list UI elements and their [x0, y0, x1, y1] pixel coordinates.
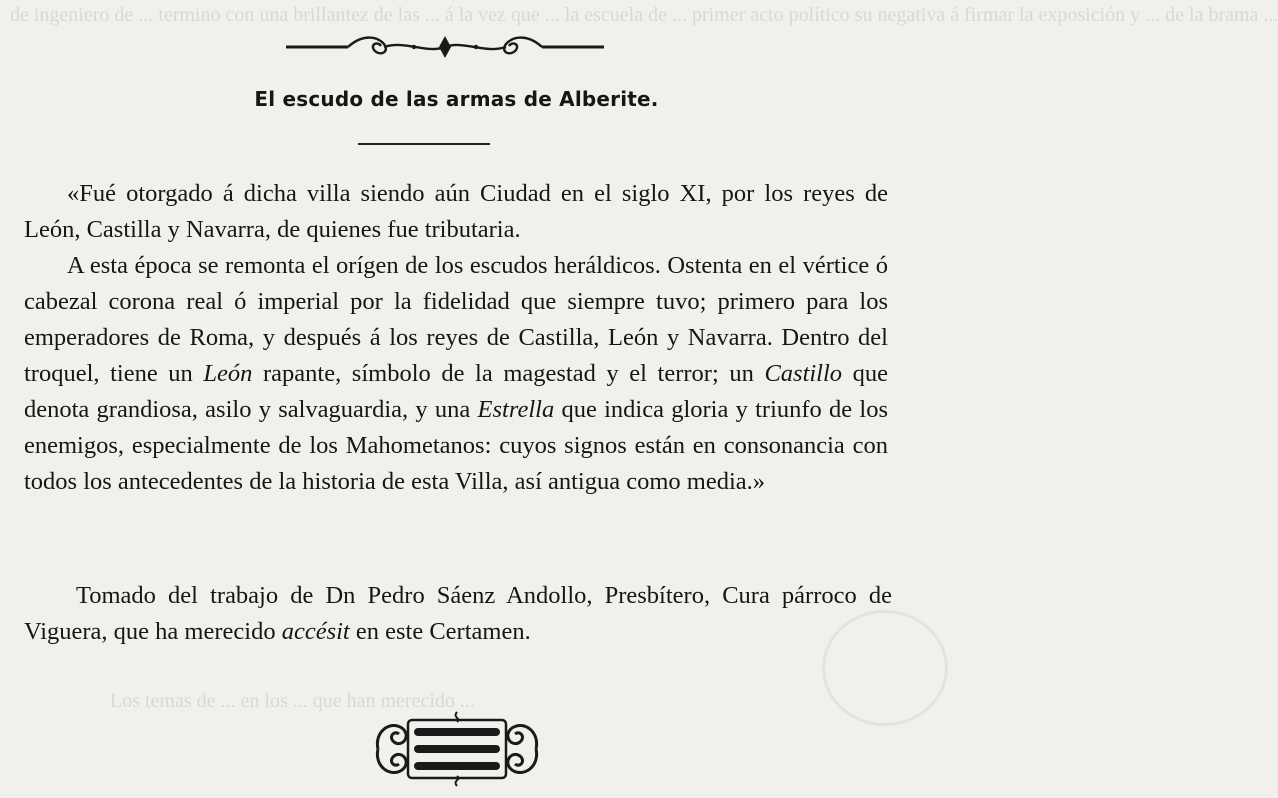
heading-rule — [358, 143, 490, 145]
article-heading: El escudo de las armas de Alberite. — [254, 87, 659, 111]
text-run: que denota grandiosa, asilo y salvaguardia, y una — [24, 360, 889, 423]
source-note-paragraph — [24, 578, 892, 650]
body-paragraph — [24, 248, 888, 500]
italic-term: Castillo — [764, 360, 843, 387]
bleed-through-text-bottom: Los temas de ... en los ... que han merecido ... — [110, 690, 475, 712]
italic-term: León — [203, 360, 253, 387]
bleed-through-text-top: de ingeniero de ... termino con una brillantez de las ... á la vez que ... la escuela de ... primer acto político su negativa á firmar la exposición y ... de la brama ... — [10, 4, 1278, 26]
source-note — [24, 578, 892, 650]
text-run: «Fué otorgado á dicha villa siendo aún Ciudad en el siglo XI, por los reyes de León, Castilla y Navarra, de quienes fue tributaria. — [24, 180, 888, 243]
text-run: en este Certamen. — [349, 618, 531, 645]
article-body — [24, 176, 888, 500]
text-run: que indica gloria y triunfo de los enemigos, especialmente de los Mahometanos: cuyos signos están en consonancia con todos los antecedentes de la historia de esta Villa, así antigua como media.» — [24, 396, 888, 495]
italic-term: accésit — [281, 618, 350, 645]
italic-term: Estrella — [477, 396, 555, 423]
body-paragraph — [24, 176, 888, 248]
bottom-ornament-icon — [372, 712, 542, 786]
top-ornament-icon — [286, 30, 604, 64]
text-run: rapante, símbolo de la magestad y el terror; un — [252, 360, 765, 387]
text-run: Tomado del trabajo de Dn Pedro Sáenz Andollo, Presbítero, Cura párroco de Viguera, que ha merecido — [24, 582, 892, 645]
text-run: A esta época se remonta el orígen de los escudos heráldicos. Ostenta en el vértice ó cabezal corona real ó imperial por la fidelidad que siempre tuvo; primero para los emperadores de Roma, y después á los reyes de Castilla, León y Navarra. Dentro del troquel, tiene un — [24, 252, 888, 387]
